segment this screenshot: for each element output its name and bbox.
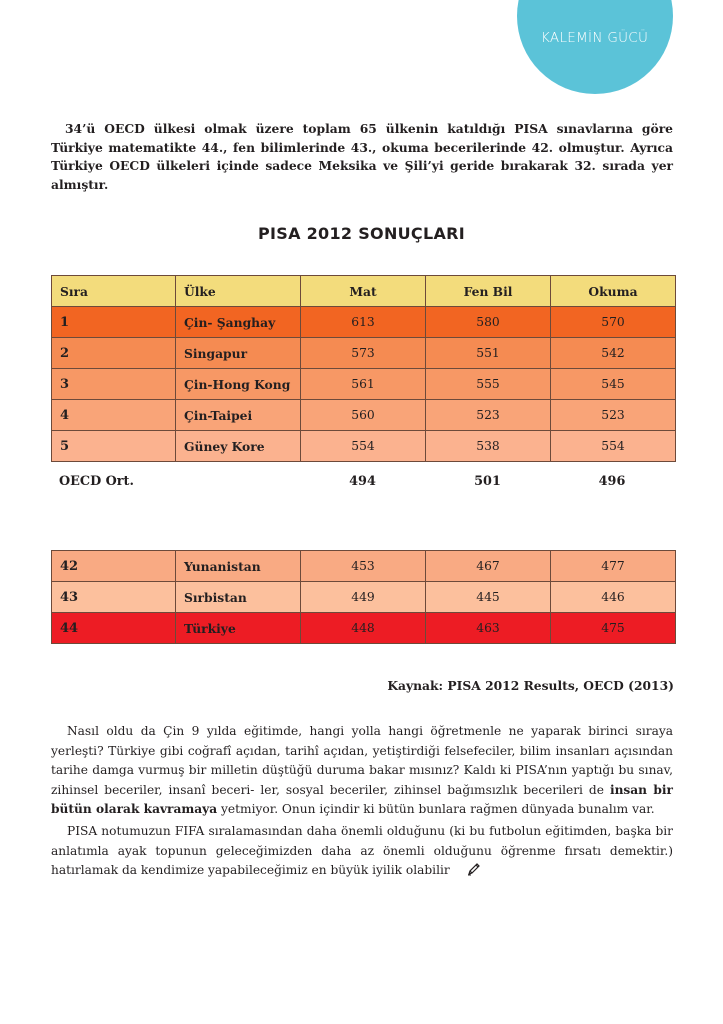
science-cell: 463 — [426, 613, 551, 644]
table-row — [52, 369, 676, 400]
math-cell: 560 — [301, 400, 426, 431]
science-cell: 467 — [426, 551, 551, 582]
math-cell: 449 — [301, 582, 426, 613]
header-circle — [517, 0, 673, 94]
table-row — [52, 582, 676, 613]
rank-cell: 2 — [52, 338, 176, 369]
paragraph-1 — [51, 722, 673, 820]
paragraph-1-text-end: yetmiyor. Onun içindir ki bütün bunlara rağmen dünyada bunalım var. — [217, 802, 655, 817]
table-row — [52, 400, 676, 431]
country-cell: Çin-Taipei — [176, 400, 301, 431]
rank-cell: 3 — [52, 369, 176, 400]
reading-cell: 542 — [551, 338, 676, 369]
country-cell: Çin-Hong Kong — [176, 369, 301, 400]
table-row — [52, 431, 676, 462]
header-math: Mat — [301, 276, 426, 307]
paragraph-2 — [51, 822, 673, 883]
country-cell: Türkiye — [176, 613, 301, 644]
rank-cell: 4 — [52, 400, 176, 431]
results-table-top — [51, 275, 676, 462]
math-cell: 573 — [301, 338, 426, 369]
math-cell: 453 — [301, 551, 426, 582]
reading-cell: 523 — [551, 400, 676, 431]
header-rank: Sıra — [52, 276, 176, 307]
intro-paragraph: 34’ü OECD ülkesi olmak üzere toplam 65 ülkenin katıldığı PISA sınavlarına göre Türkiye matematikte 44., fen bilimlerinde 43., okuma becerilerinde 42. olmuştur. Ayrıca Türkiye OECD ülkeleri içinde sadece Meksika ve Şili’yi geride bırakarak 32. sırada yer almıştır. — [51, 121, 673, 192]
average-label: OECD Ort. — [59, 474, 134, 489]
rank-cell: 43 — [52, 582, 176, 613]
reading-cell: 446 — [551, 582, 676, 613]
country-cell: Singapur — [176, 338, 301, 369]
table-row — [52, 613, 676, 644]
country-cell: Çin- Şanghay — [176, 307, 301, 338]
science-cell: 555 — [426, 369, 551, 400]
table-row — [52, 338, 676, 369]
science-cell: 551 — [426, 338, 551, 369]
reading-cell: 545 — [551, 369, 676, 400]
page-number: 13 — [686, 53, 700, 66]
book-title: KALEMİN GÜCÜ — [541, 30, 649, 46]
science-cell: 538 — [426, 431, 551, 462]
results-table-bottom — [51, 550, 676, 644]
header-country: Ülke — [176, 276, 301, 307]
math-cell: 561 — [301, 369, 426, 400]
table-header-row — [52, 276, 676, 307]
pen-icon — [451, 863, 481, 883]
source-citation: Kaynak: PISA 2012 Results, OECD (2013) — [387, 678, 674, 693]
body-text — [51, 722, 673, 883]
country-cell: Yunanistan — [176, 551, 301, 582]
rank-cell: 42 — [52, 551, 176, 582]
math-cell: 448 — [301, 613, 426, 644]
reading-cell: 554 — [551, 431, 676, 462]
average-reading: 496 — [598, 474, 626, 489]
header-reading: Okuma — [551, 276, 676, 307]
country-cell: Sırbistan — [176, 582, 301, 613]
reading-cell: 570 — [551, 307, 676, 338]
science-cell: 523 — [426, 400, 551, 431]
average-math: 494 — [349, 474, 376, 489]
table-title: PISA 2012 SONUÇLARI — [257, 224, 466, 243]
average-science: 501 — [474, 474, 501, 489]
rank-cell: 44 — [52, 613, 176, 644]
rank-cell: 1 — [52, 307, 176, 338]
math-cell: 613 — [301, 307, 426, 338]
reading-cell: 477 — [551, 551, 676, 582]
reading-cell: 475 — [551, 613, 676, 644]
science-cell: 445 — [426, 582, 551, 613]
paragraph-2-text: PISA notumuzun FIFA sıralamasından daha önemli olduğunu (ki bu futbolun eğitimden, başka bir anlatımla ayak topunun geleceğimizden daha az önemli olduğunu öğrenme fırsatı demektir.) hatırlamak da kendimize yapabileceğimiz en büyük iyilik olabilir — [51, 823, 673, 878]
table-row — [52, 551, 676, 582]
paragraph-1-text: Nasıl oldu da Çin 9 yılda eğitimde, hangi yolla hangi öğretmenle ne yaparak birinci sıraya yerleşti? Türkiye gibi coğrafî açıdan, tarihî açıdan, yetiştirdiği felsefeciler, bilim insanları açısından tarihe damga vurmuş bir milletin düştüğü duruma bakar mısınız? Kaldı ki PISA’nın yaptığı bu sınav, zihinsel beceriler, insanî beceri- ler, sosyal beceriler, zihinsel bağımsızlık becerileri de — [51, 724, 673, 797]
country-cell: Güney Kore — [176, 431, 301, 462]
science-cell: 580 — [426, 307, 551, 338]
table-row — [52, 307, 676, 338]
header-science: Fen Bil — [426, 276, 551, 307]
oecd-average-row — [51, 474, 674, 492]
math-cell: 554 — [301, 431, 426, 462]
rank-cell: 5 — [52, 431, 176, 462]
paragraph-1-emphasis: insan bir bütün olarak kavramaya — [51, 782, 673, 817]
